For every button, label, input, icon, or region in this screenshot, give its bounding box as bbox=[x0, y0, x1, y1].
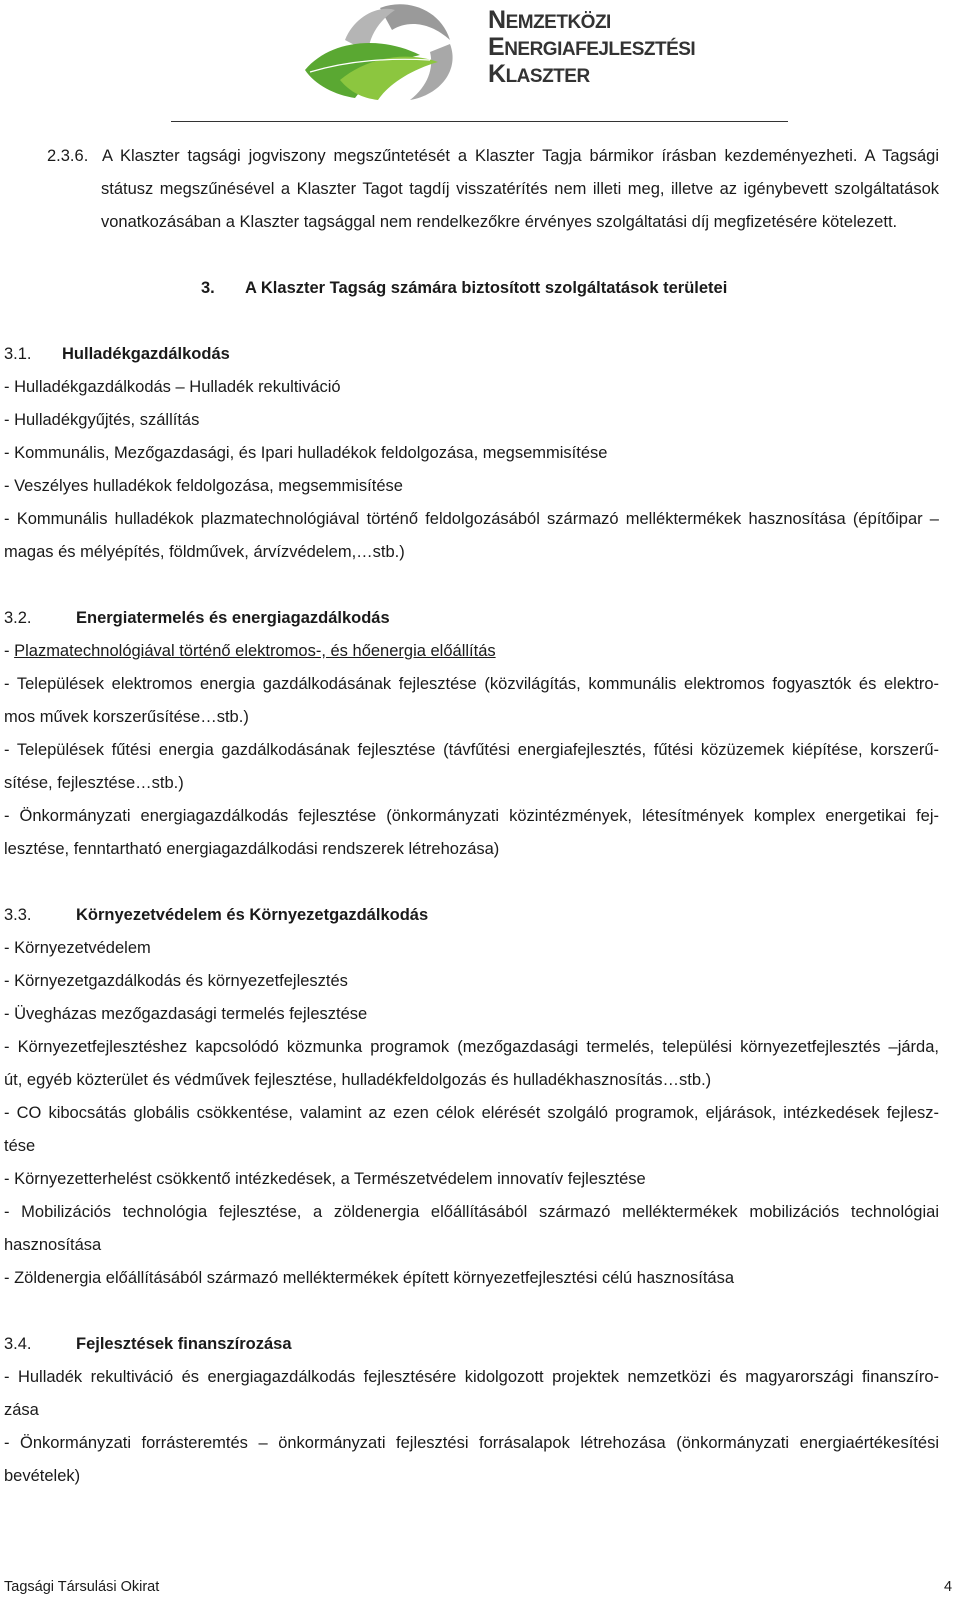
list-item-continuation: sítése, fejlesztése…stb.) bbox=[4, 774, 184, 792]
list-item: - Mobilizációs technológia fejlesztése, a zöldenergia előállításából származó melléktermékek mobilizációs technológiai bbox=[4, 1203, 939, 1221]
subsection-number: 3.2. bbox=[4, 609, 32, 627]
subsection-title: Hulladékgazdálkodás bbox=[62, 345, 230, 363]
list-item: - Kommunális hulladékok plazmatechnológiával történő feldolgozásából származó melléktermékek hasznosítása (építőipar – bbox=[4, 510, 939, 528]
list-item: - Települések elektromos energia gazdálkodásának fejlesztése (közvilágítás, kommunális elektromos fogyasztók és elektro- bbox=[4, 675, 939, 693]
subsection-title: Energiatermelés és energiagazdálkodás bbox=[76, 609, 390, 627]
subsection-number: 3.3. bbox=[4, 906, 32, 924]
logo-wordmark: NEMZETKÖZI ENERGIAFEJLESZTÉSI KLASZTER bbox=[488, 6, 696, 88]
intro-line: A Klaszter tagsági jogviszony megszűntetését a Klaszter Tagja bármikor írásban kezdeményezheti. A Tagsági bbox=[102, 147, 939, 165]
list-item-continuation: tése bbox=[4, 1137, 36, 1155]
footer-document-title: Tagsági Társulási Okirat bbox=[4, 1579, 160, 1595]
intro-number: 2.3.6. bbox=[47, 147, 89, 165]
subsection-title: Fejlesztések finanszírozása bbox=[76, 1335, 292, 1353]
list-item: - CO kibocsátás globális csökkentése, valamint az ezen célok elérését szolgáló programok, eljárások, intézkedések fejlesz- bbox=[4, 1104, 939, 1122]
section-title: A Klaszter Tagság számára biztosított szolgáltatások területei bbox=[245, 279, 728, 297]
list-item: - Üvegházas mezőgazdasági termelés fejlesztése bbox=[4, 1005, 368, 1023]
underlined-item: Plazmatechnológiával történő elektromos-, és hőenergia előállítás bbox=[14, 642, 496, 660]
list-item: - Kommunális, Mezőgazdasági, és Ipari hulladékok feldolgozása, megsemmisítése bbox=[4, 444, 608, 462]
list-item-continuation: mos művek korszerűsítése…stb.) bbox=[4, 708, 249, 726]
list-item-continuation: hasznosítása bbox=[4, 1236, 102, 1254]
list-item-continuation: bevételek) bbox=[4, 1467, 81, 1485]
list-item: - Hulladékgazdálkodás – Hulladék rekultiváció bbox=[4, 378, 341, 396]
list-item-continuation: zása bbox=[4, 1401, 39, 1419]
list-item: - Veszélyes hulladékok feldolgozása, megsemmisítése bbox=[4, 477, 403, 495]
list-item-continuation: lesztése, fenntartható energiagazdálkodási rendszerek létrehozása) bbox=[4, 840, 500, 858]
list-item: - Zöldenergia előállításából származó melléktermékek épített környezetfejlesztési célú hasznosítása bbox=[4, 1269, 735, 1287]
list-item: - Környezetgazdálkodás és környezetfejlesztés bbox=[4, 972, 348, 990]
page-number: 4 bbox=[944, 1579, 953, 1595]
intro-line: vonatkozásában a Klaszter tagsággal nem rendelkezőkre érvényes szolgáltatási díj megfizetésére kötelezett. bbox=[101, 213, 898, 231]
list-item: - Hulladékgyűjtés, szállítás bbox=[4, 411, 200, 429]
subsection-number: 3.4. bbox=[4, 1335, 32, 1353]
section-number: 3. bbox=[201, 279, 215, 297]
list-item bbox=[4, 641, 496, 661]
list-item-dash: - bbox=[4, 642, 15, 660]
list-item-continuation: út, egyéb közterület és védművek fejlesztése, hulladékfeldolgozás és hulladékhasznosítás…stb.) bbox=[4, 1071, 712, 1089]
list-item: - Települések fűtési energia gazdálkodásának fejlesztése (távfűtési energiafejlesztés, fűtési közüzemek kiépítése, korszerű- bbox=[4, 741, 939, 759]
subsection-title: Környezetvédelem és Környezetgazdálkodás bbox=[76, 906, 429, 924]
cluster-logo-icon bbox=[300, 0, 480, 110]
list-item: - Környezetvédelem bbox=[4, 939, 151, 957]
page-header bbox=[0, 0, 960, 125]
list-item-continuation: magas és mélyépítés, földművek, árvízvédelem,…stb.) bbox=[4, 543, 405, 561]
list-item: - Önkormányzati energiagazdálkodás fejlesztése (önkormányzati közintézmények, létesítmények komplex energetikai fej- bbox=[4, 807, 939, 825]
intro-line: státusz megszűnésével a Klaszter Tagot tagdíj visszatérítés nem illeti meg, illetve az igénybevett szolgáltatások bbox=[101, 180, 939, 198]
subsection-number: 3.1. bbox=[4, 345, 32, 363]
header-divider bbox=[171, 121, 788, 122]
list-item: - Környezetterhelést csökkentő intézkedések, a Természetvédelem innovatív fejlesztése bbox=[4, 1170, 646, 1188]
list-item: - Környezetfejlesztéshez kapcsolódó közmunka programok (mezőgazdasági termelés, települési környezetfejlesztés –járda, bbox=[4, 1038, 939, 1056]
list-item: - Önkormányzati forrásteremtés – önkormányzati fejlesztési forrásalapok létrehozása (önkormányzati energiaértékesítési bbox=[4, 1434, 939, 1452]
list-item: - Hulladék rekultiváció és energiagazdálkodás fejlesztésére kidolgozott projektek nemzetközi és magyarországi finanszíro- bbox=[4, 1368, 939, 1386]
